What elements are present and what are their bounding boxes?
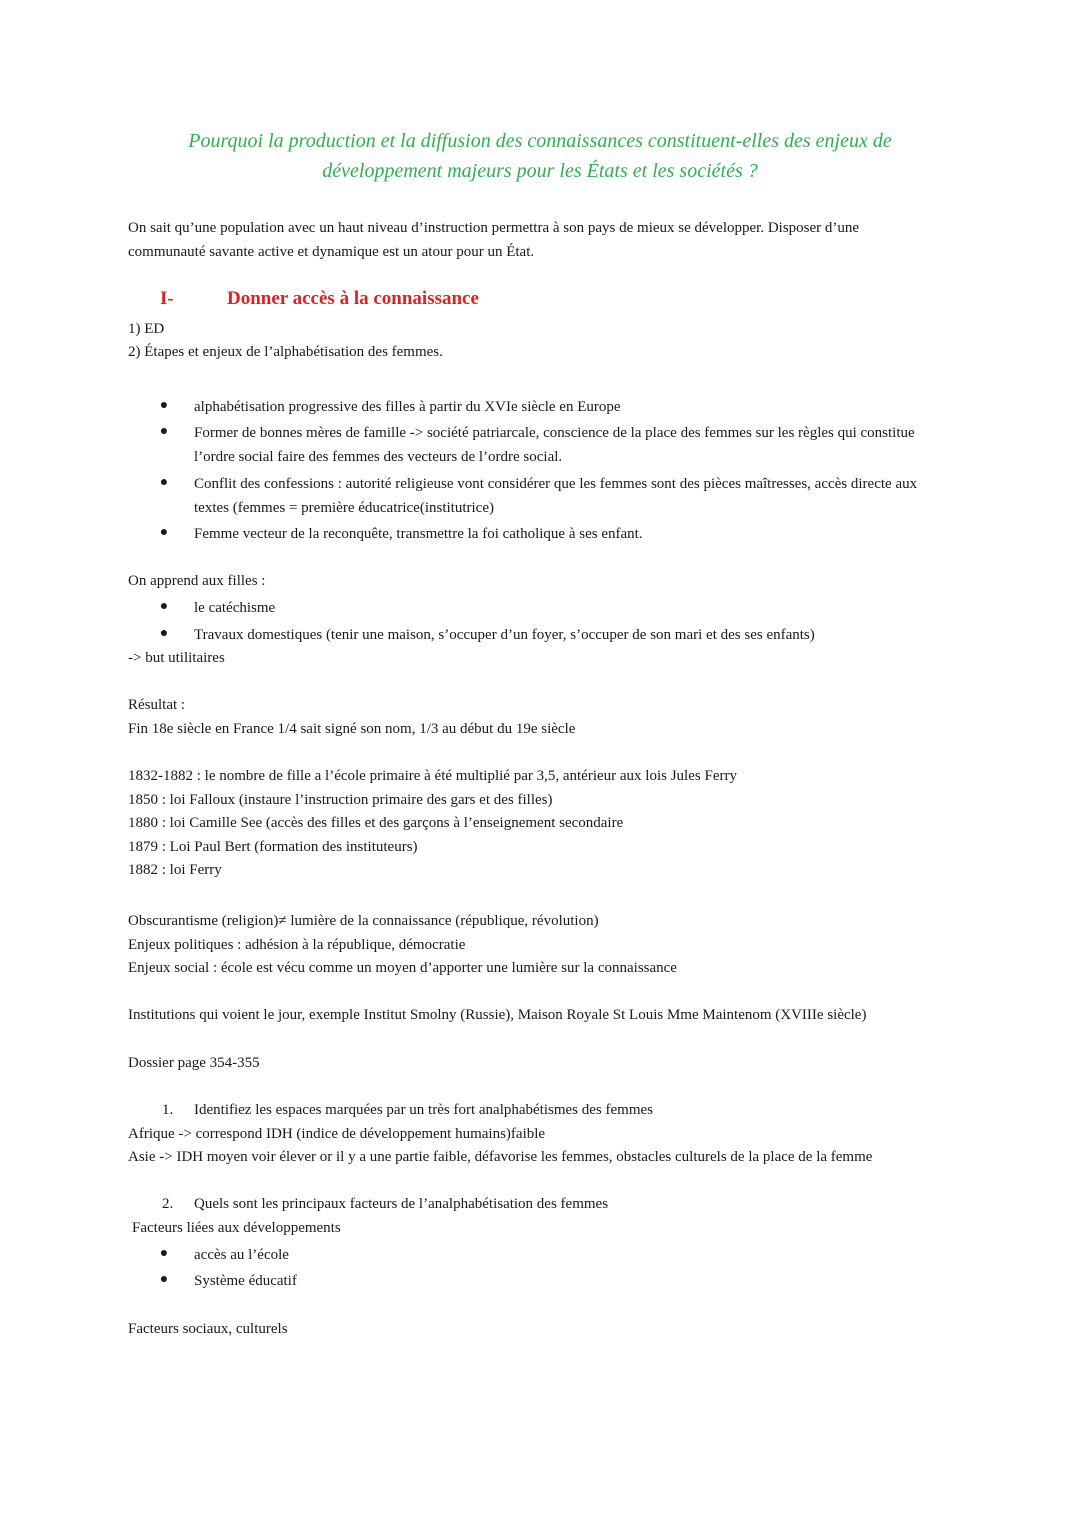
bullet-icon: ● [159, 1272, 169, 1287]
bullet-icon: ● [159, 398, 169, 413]
bullet-icon: ● [159, 424, 169, 439]
bullet-icon: ● [159, 525, 169, 540]
date-line: 1880 : loi Camille See (accès des filles et des garçons à l’enseignement secondaire [128, 815, 624, 831]
institutions-line: Institutions qui voient le jour, exemple Institut Smolny (Russie), Maison Royale St Louis Mme Maintenom (XVIIIe siècle) [128, 1007, 867, 1023]
question-number: 2. [162, 1196, 174, 1212]
apprend-label: On apprend aux filles : [128, 573, 266, 589]
list-item: Travaux domestiques (tenir une maison, s’occuper d’un foyer, s’occuper de son mari et des ses enfants) [194, 627, 815, 643]
document-title [140, 126, 940, 186]
question-number: 1. [162, 1102, 174, 1118]
list-item: Conflit des confessions : autorité religieuse vont considérer que les femmes sont des pièces maîtresses, accès directe aux textes (femmes = première éducatrice(institutrice) [194, 476, 918, 516]
title-line-2: développement majeurs pour les États et les sociétés ? [322, 160, 758, 182]
question-text: Quels sont les principaux facteurs de l’analphabétisation des femmes [194, 1196, 609, 1212]
date-line: 1879 : Loi Paul Bert (formation des instituteurs) [128, 839, 418, 855]
factors-label: Facteurs liées aux développements [132, 1220, 341, 1236]
list-item: alphabétisation progressive des filles à partir du XVIe siècle en Europe [194, 399, 621, 415]
section-title: Donner accès à la connaissance [227, 288, 479, 309]
answer-line: Afrique -> correspond IDH (indice de développement humains)faible [128, 1126, 546, 1142]
date-line: 1850 : loi Falloux (instaure l’instruction primaire des gars et des filles) [128, 792, 553, 808]
resultat-label: Résultat : [128, 697, 186, 713]
list-item: Femme vecteur de la reconquête, transmettre la foi catholique à ses enfant. [194, 526, 643, 542]
final-line: Facteurs sociaux, culturels [128, 1321, 288, 1337]
date-line: 1832-1882 : le nombre de fille a l’école primaire à été multiplié par 3,5, antérieur aux lois Jules Ferry [128, 768, 737, 784]
bullet-icon: ● [159, 1246, 169, 1261]
resultat-text: Fin 18e siècle en France 1/4 sait signé son nom, 1/3 au début du 19e siècle [128, 721, 576, 737]
title-line-1: Pourquoi la production et la diffusion des connaissances constituent-elles des enjeux de [188, 130, 892, 152]
subsection-2: 2) Étapes et enjeux de l’alphabétisation des femmes. [128, 344, 443, 360]
list-item: le catéchisme [194, 600, 276, 616]
dossier-line: Dossier page 354-355 [128, 1055, 260, 1071]
answer-line: Asie -> IDH moyen voir élever or il y a une partie faible, défavorise les femmes, obstacles culturels de la place de la femme [128, 1149, 873, 1165]
bullet-icon: ● [159, 599, 169, 614]
bullet-icon: ● [159, 626, 169, 641]
section-number: I- [160, 288, 174, 309]
apprend-conclusion: -> but utilitaires [128, 650, 225, 666]
enjeux-line: Enjeux social : école est vécu comme un moyen d’apporter une lumière sur la connaissance [128, 960, 677, 976]
enjeux-line: Obscurantisme (religion)≠ lumière de la connaissance (république, révolution) [128, 913, 599, 929]
enjeux-line: Enjeux politiques : adhésion à la république, démocratie [128, 937, 466, 953]
bullet-icon: ● [159, 475, 169, 490]
list-item: accès au l’école [194, 1247, 289, 1263]
list-item: Système éducatif [194, 1273, 297, 1289]
date-line: 1882 : loi Ferry [128, 862, 222, 878]
intro-paragraph: On sait qu’une population avec un haut niveau d’instruction permettra à son pays de mieux se développer. Disposer d’une communauté savante active et dynamique est un atour pour un État. [128, 220, 860, 260]
list-item: Former de bonnes mères de famille -> société patriarcale, conscience de la place des femmes sur les règles qui constitue l’ordre social faire des femmes des vecteurs de l’ordre social. [194, 425, 915, 465]
subsection-1: 1) ED [128, 321, 165, 337]
question-text: Identifiez les espaces marquées par un très fort analphabétismes des femmes [194, 1102, 653, 1118]
